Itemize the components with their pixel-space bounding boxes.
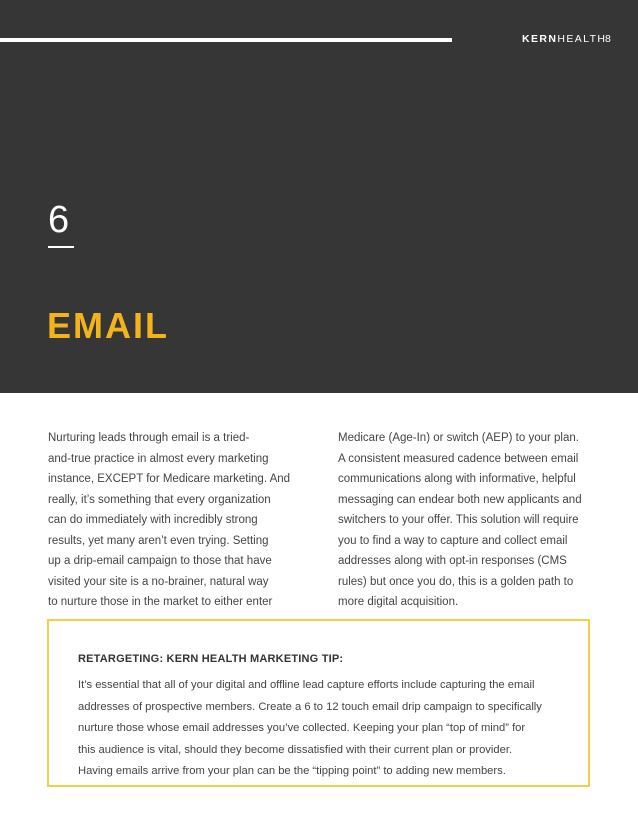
body-line: results, yet many aren’t even trying. Setting xyxy=(48,534,269,547)
tip-line: Having emails arrive from your plan can be the “tipping point” to adding new members. xyxy=(78,765,506,777)
body-line: up a drip-email campaign to those that have xyxy=(48,555,272,567)
tip-body xyxy=(78,675,542,783)
body-line: instance, EXCEPT for Medicare marketing. And xyxy=(48,473,291,485)
section-number-underline xyxy=(48,246,74,248)
tip-line: It’s essential that all of your digital and offline lead capture efforts include capturing the email xyxy=(78,679,535,691)
body-line: can do immediately with incredibly strong xyxy=(48,514,258,526)
body-line: you to find a way to capture and collect email xyxy=(338,534,568,547)
body-line: communications along with informative, helpful xyxy=(338,473,576,485)
body-line: more digital acquisition. xyxy=(338,596,459,608)
tip-heading: RETARGETING: KERN HEALTH MARKETING TIP: xyxy=(78,653,344,665)
brand-logo xyxy=(522,33,606,45)
body-line: visited your site is a no-brainer, natural way xyxy=(48,575,269,588)
page-number: 8 xyxy=(605,33,611,45)
body-line: rules) but once you do, this is a golden path to xyxy=(338,575,574,588)
brand-light: HEALTH xyxy=(557,33,607,45)
header-rule xyxy=(0,38,452,42)
section-number: 6 xyxy=(48,199,70,241)
tip-line: this audience is vital, should they become dissatisfied with their current plan or provider. xyxy=(78,743,513,756)
body-line: Medicare (Age-In) or switch (AEP) to your plan. xyxy=(338,432,579,444)
brand-bold: KERN xyxy=(522,33,558,45)
tip-line: addresses of prospective members. Create a 6 to 12 touch email drip campaign to specifically xyxy=(78,700,542,713)
body-column-left xyxy=(48,428,298,613)
body-line: to nurture those in the market to either enter xyxy=(48,596,273,608)
tip-line: nurture those whose email addresses you’ve collected. Keeping your plan “top of mind” for xyxy=(78,722,526,734)
body-line: messaging can endear both new applicants and xyxy=(338,493,582,506)
body-column-right xyxy=(338,428,598,613)
body-line: and-true practice in almost every marketing xyxy=(48,452,269,465)
body-line: switchers to your offer. This solution will require xyxy=(338,514,579,526)
section-title: EMAIL xyxy=(47,305,169,346)
body-line: A consistent measured cadence between email xyxy=(338,452,579,465)
body-line: addresses along with opt-in responses (CMS xyxy=(338,555,567,567)
body-line: really, it’s something that every organization xyxy=(48,493,271,506)
body-line: Nurturing leads through email is a tried- xyxy=(48,432,250,444)
